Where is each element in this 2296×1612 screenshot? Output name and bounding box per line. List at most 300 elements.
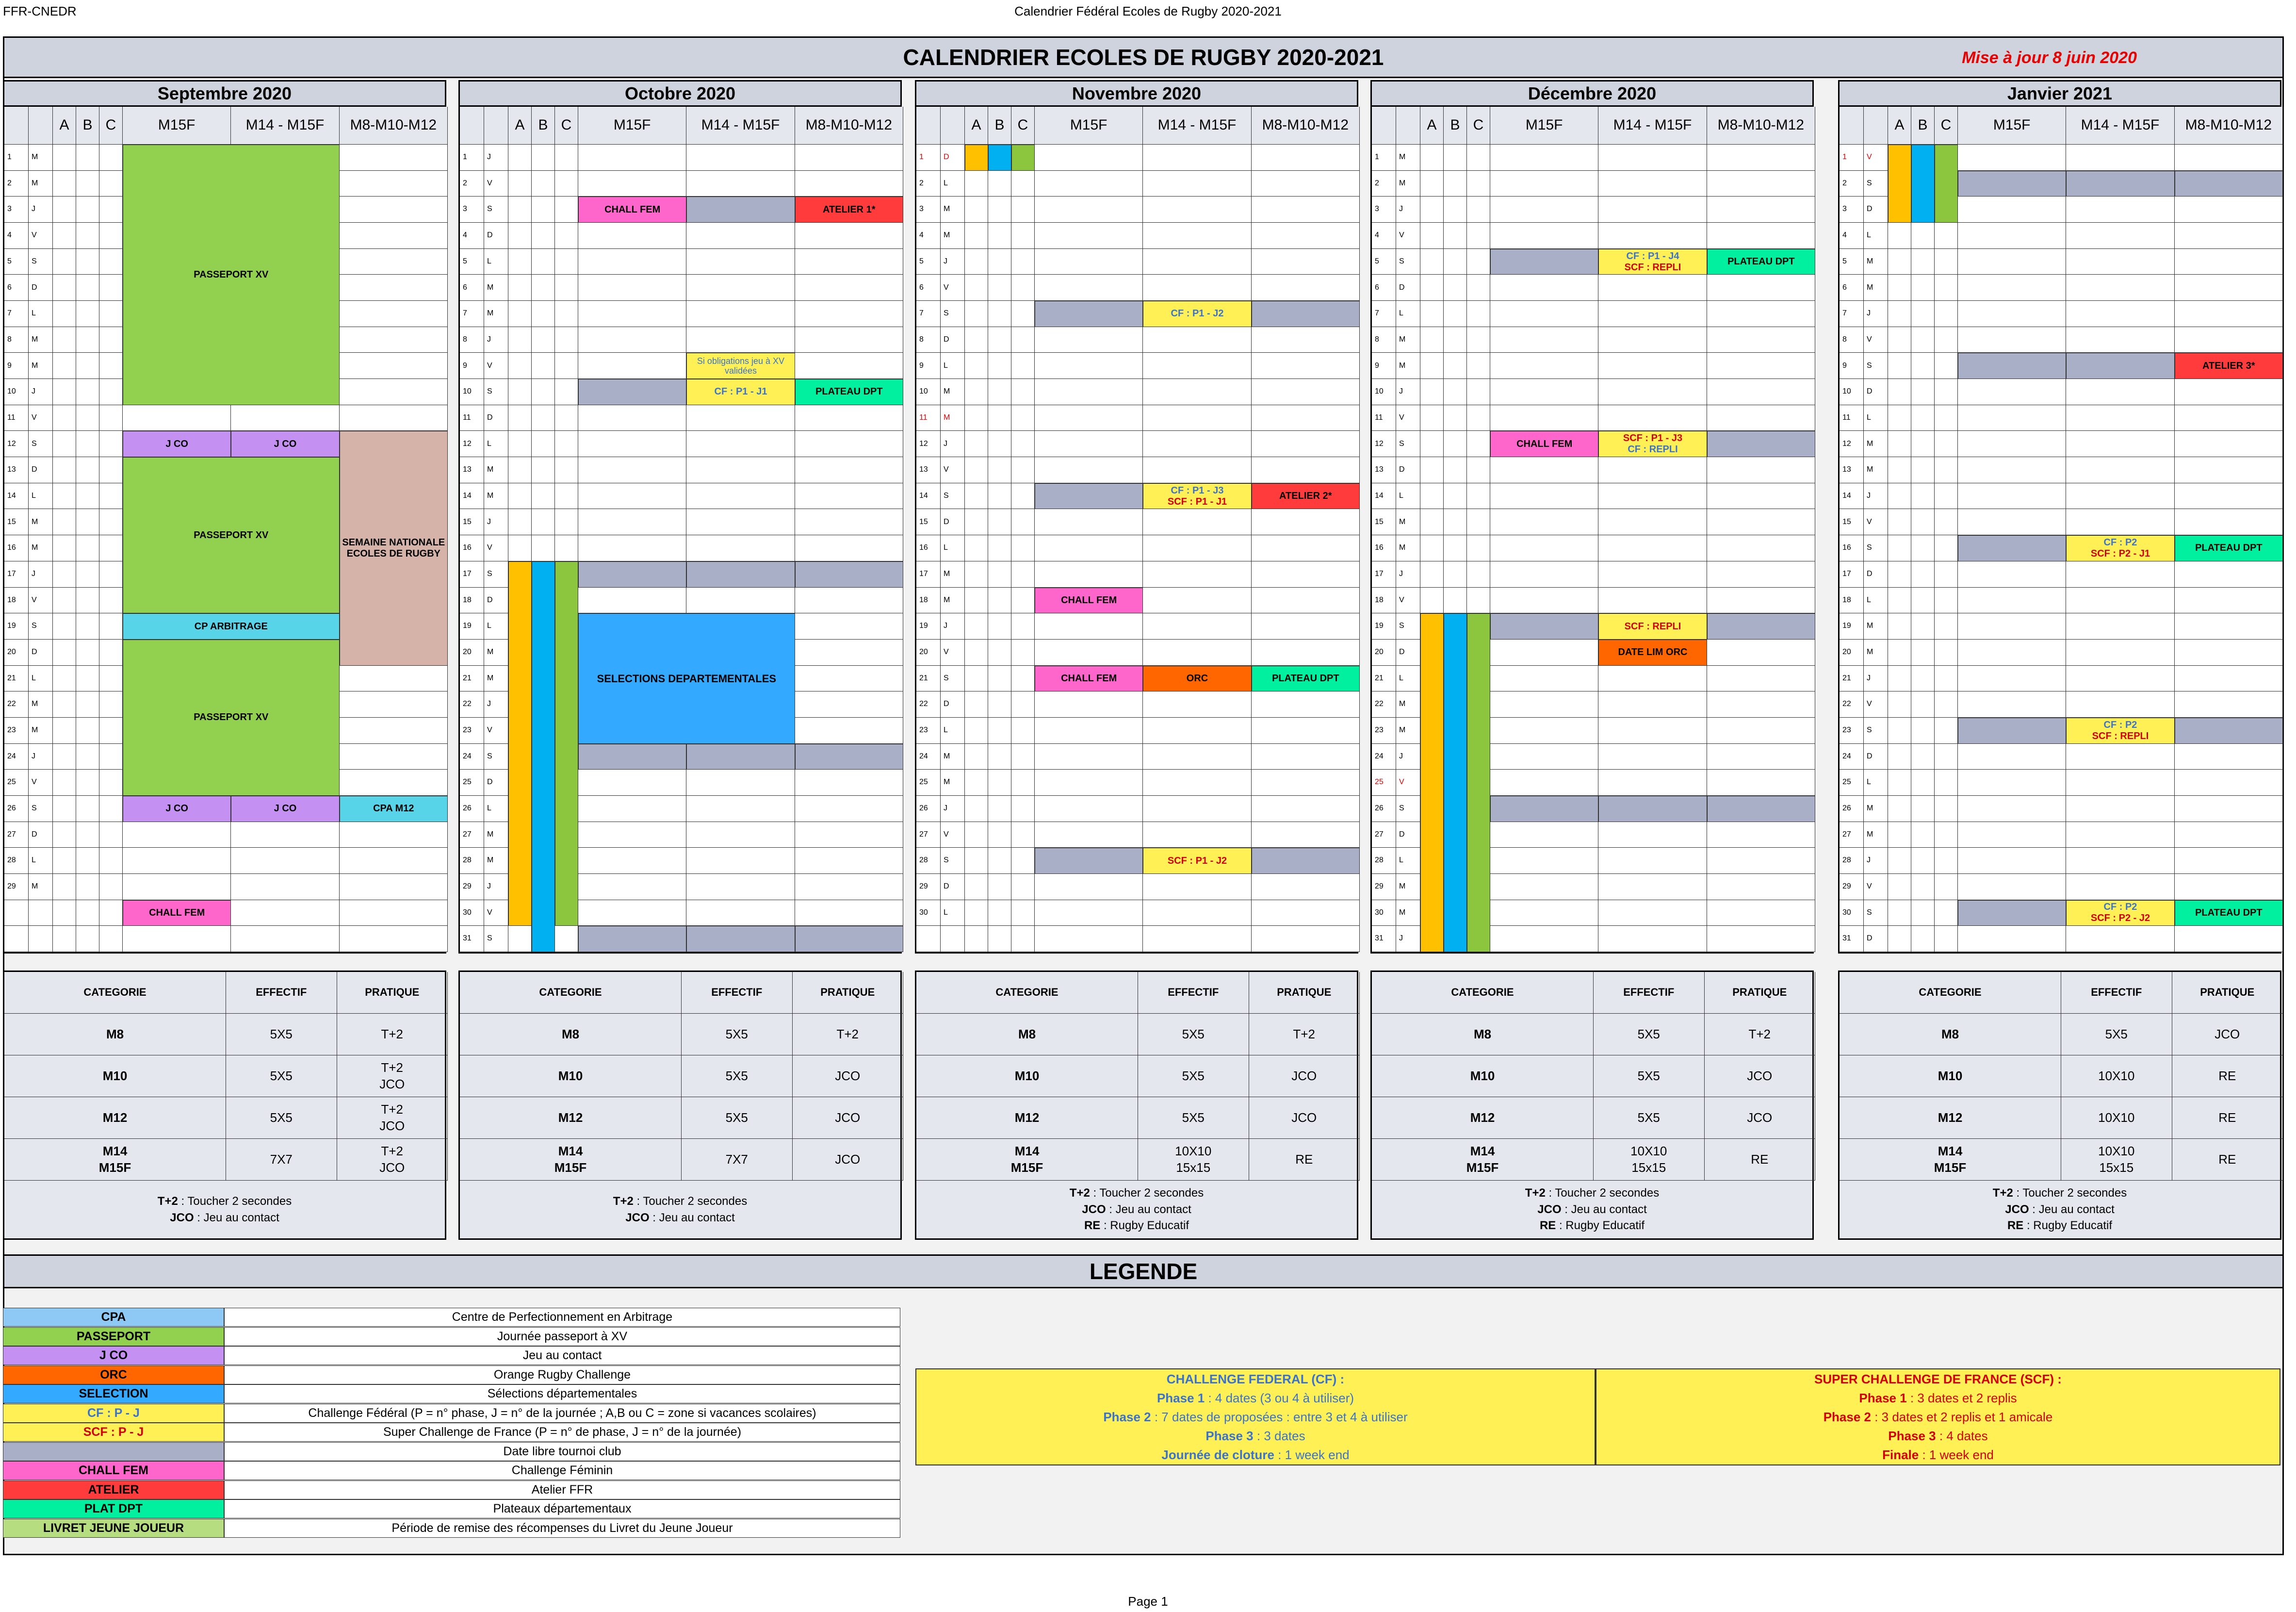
day-cell [123,405,231,431]
day-cell [1490,275,1598,301]
day-letter: M [1396,718,1420,744]
day-cell [1035,171,1143,197]
day-cell [2066,640,2174,666]
day-cell [1888,848,1911,874]
legend-key [3,1442,224,1461]
day-number: 19 [916,613,941,640]
day-cell [988,535,1011,561]
day-cell [988,379,1011,405]
day-cell [1598,535,1707,561]
day-number: 11 [1372,405,1396,431]
day-cell [123,874,231,900]
day-number: 28 [4,848,29,874]
day-cell [1011,223,1035,249]
day-number: 14 [1372,483,1396,510]
day-cell [988,197,1011,223]
legend-desc: Challenge Féminin [224,1461,900,1480]
event-block [1490,796,1598,822]
stats-cell [337,1055,448,1097]
header-left: FFR-CNEDR [3,4,77,18]
day-cell [2175,561,2283,588]
day-cell [965,640,988,666]
day-letter: D [1864,926,1888,952]
stats-notes [1840,1181,2280,1238]
day-letter: L [1396,301,1420,327]
day-number: 22 [4,691,29,718]
event-block [795,744,903,770]
legend-key: LIVRET JEUNE JOUEUR [3,1519,224,1538]
day-cell [53,405,76,431]
day-number: 21 [1840,666,1864,692]
day-cell [1958,796,2066,822]
day-number: 15 [4,509,29,535]
stats-value: 5X5 [1637,1068,1660,1083]
stats-cell [793,1139,904,1181]
day-cell [555,379,578,405]
day-number: 26 [916,796,941,822]
event-block [1035,666,1143,692]
day-number: 23 [1372,718,1396,744]
day-cell [1011,900,1035,926]
day-cell [1035,926,1143,952]
event-block [1011,145,1035,171]
stats-note: T+2 : Toucher 2 secondes [1992,1186,2127,1200]
day-cell [1143,691,1251,718]
day-cell [76,848,99,874]
day-cell [53,691,76,718]
day-cell [53,796,76,822]
day-cell [1490,640,1598,666]
stats-value: T+2 [381,1060,404,1075]
day-cell [1252,796,1360,822]
scf-box [1596,1368,2280,1465]
day-cell [1011,301,1035,327]
day-letter: D [941,691,965,718]
day-letter: V [484,718,508,744]
col-header: M15F [578,107,686,145]
day-number: 15 [1372,509,1396,535]
day-letter: L [941,171,965,197]
day-cell [1143,796,1251,822]
day-cell [1888,249,1911,275]
day-number: 5 [1372,249,1396,275]
day-cell [1035,822,1143,848]
stats-value: M8 [1018,1026,1036,1041]
day-cell [1011,457,1035,483]
day-cell [2066,457,2174,483]
day-number: 17 [916,561,941,588]
stats-value: M8 [1941,1026,1959,1041]
stats-value: 5X5 [1182,1068,1205,1083]
day-number: 12 [1840,431,1864,457]
day-number: 7 [1840,301,1864,327]
day-cell [1888,535,1911,561]
month-title: Décembre 2020 [1372,82,1812,107]
day-cell [965,223,988,249]
day-letter: M [1396,353,1420,379]
day-cell [1252,145,1360,171]
day-cell [231,874,339,900]
day-cell [2175,613,2283,640]
stats-header: CATEGORIE [460,972,682,1014]
stats-value: 7X7 [725,1151,748,1167]
day-cell [1420,457,1444,483]
day-cell [1444,457,1467,483]
day-cell [2175,249,2283,275]
day-cell [555,353,578,379]
day-cell [988,249,1011,275]
day-cell [555,483,578,510]
stats-value: 5X5 [2105,1026,2128,1041]
legend-desc: Challenge Fédéral (P = n° phase, J = n° de la journée ; A,B ou C = zone si vacances scolaires) [224,1404,900,1423]
day-letter: V [1396,588,1420,614]
month-1 [458,80,902,954]
day-cell [1490,874,1598,900]
day-letter: V [484,900,508,926]
day-letter: J [29,197,53,223]
day-cell [988,588,1011,614]
day-number: 6 [460,275,484,301]
stats-value: M15F [1010,1160,1043,1175]
day-number: 26 [1840,796,1864,822]
stats-value: T+2 [381,1026,404,1041]
stats-table-2 [915,970,1358,1240]
day-letter: M [1864,457,1888,483]
day-letter: S [1396,249,1420,275]
day-letter: J [29,744,53,770]
day-letter: D [484,588,508,614]
day-cell [1011,666,1035,692]
day-letter: L [941,535,965,561]
day-number: 18 [460,588,484,614]
day-cell [1011,640,1035,666]
event-label: CF : P1 - J4 [1626,250,1679,262]
day-cell [99,275,123,301]
day-cell [1143,327,1251,353]
event-block [795,926,903,952]
month-3 [1370,80,1814,954]
day-number: 23 [916,718,941,744]
day-number: 14 [460,483,484,510]
day-letter: V [484,535,508,561]
day-cell [340,744,448,770]
day-letter: M [29,145,53,171]
day-cell [1598,509,1707,535]
stats-value: RE [2218,1151,2236,1167]
day-cell [1958,691,2066,718]
day-cell [76,718,99,744]
day-cell [1143,822,1251,848]
day-cell [76,431,99,457]
day-cell [2175,822,2283,848]
day-cell [1707,509,1815,535]
col-header: M8-M10-M12 [1707,107,1815,145]
day-number [4,926,29,952]
event-block [1707,249,1815,275]
event-label: CF : P1 - J2 [1171,308,1224,319]
day-cell [795,483,903,510]
day-letter: S [1396,431,1420,457]
day-cell [1011,744,1035,770]
day-cell [1707,223,1815,249]
day-cell [1420,275,1444,301]
day-cell [1958,275,2066,301]
day-cell [1490,561,1598,588]
day-cell [2066,301,2174,327]
stats-note: JCO : Jeu au contact [1537,1202,1647,1216]
day-cell [1035,640,1143,666]
day-cell [76,874,99,900]
day-cell [1707,171,1815,197]
day-cell [1467,171,1490,197]
event-block [1888,145,1911,223]
day-cell [795,431,903,457]
day-cell [1035,900,1143,926]
day-cell [795,900,903,926]
day-cell [532,301,555,327]
day-cell [1598,848,1707,874]
day-cell [686,509,795,535]
day-letter: V [1864,509,1888,535]
box-line: Phase 3 : 4 dates [1888,1428,1988,1443]
day-cell [1707,848,1815,874]
day-letter: S [1864,171,1888,197]
day-cell [99,223,123,249]
stats-note: T+2 : Toucher 2 secondes [157,1194,292,1208]
day-cell [1707,483,1815,510]
day-cell [1911,431,1935,457]
day-letter: D [484,405,508,431]
day-cell [1598,691,1707,718]
day-cell [99,301,123,327]
day-cell [340,900,448,926]
col-header: M15F [1035,107,1143,145]
day-letter: D [1864,561,1888,588]
day-letter: M [1864,613,1888,640]
day-number: 30 [916,900,941,926]
day-letter: S [941,666,965,692]
day-cell [1888,509,1911,535]
stats-notes [916,1181,1357,1238]
day-cell [1143,744,1251,770]
day-cell [508,509,532,535]
day-cell [2175,301,2283,327]
day-cell [1444,588,1467,614]
day-cell [1143,640,1251,666]
day-number: 4 [460,223,484,249]
day-cell [2066,744,2174,770]
day-cell [555,145,578,171]
event-block [2066,718,2174,744]
day-cell [1935,223,1958,249]
col-header-blank [916,107,941,145]
day-cell [1252,275,1360,301]
day-letter: L [484,613,508,640]
event-block [2175,535,2283,561]
stats-value: JCO [379,1160,405,1175]
day-cell [1911,666,1935,692]
day-cell [99,666,123,692]
day-cell [1958,770,2066,796]
stats-value: M12 [558,1110,583,1125]
day-cell [1707,770,1815,796]
day-cell [1252,718,1360,744]
day-cell [795,249,903,275]
day-cell [965,744,988,770]
day-cell [2066,613,2174,640]
day-cell [340,848,448,874]
day-letter: J [941,431,965,457]
day-cell [99,353,123,379]
day-cell [1911,379,1935,405]
day-cell [1598,197,1707,223]
day-cell [1035,327,1143,353]
stats-cell [1138,1014,1249,1055]
day-cell [1707,197,1815,223]
day-cell [578,249,686,275]
stats-cell [226,1055,337,1097]
stats-value: T+2 [1748,1026,1771,1041]
day-cell [1467,353,1490,379]
day-cell [1011,561,1035,588]
day-letter: M [29,718,53,744]
day-number: 10 [1372,379,1396,405]
day-number: 27 [460,822,484,848]
day-cell [76,900,99,926]
day-cell [578,874,686,900]
day-cell [1707,353,1815,379]
day-number: 4 [1372,223,1396,249]
day-cell [1911,718,1935,744]
day-number: 23 [460,718,484,744]
month-title: Octobre 2020 [460,82,900,107]
stats-cell [2172,1055,2283,1097]
day-cell [686,171,795,197]
day-cell [1935,666,1958,692]
event-label: PLATEAU DPT [1272,673,1339,684]
stats-cell [4,1014,226,1055]
day-cell [1444,145,1467,171]
day-cell [686,275,795,301]
day-cell [1598,770,1707,796]
day-cell [1911,483,1935,510]
col-header: M14 - M15F [2066,107,2174,145]
day-cell [1958,405,2066,431]
day-cell [99,744,123,770]
day-letter: S [29,613,53,640]
day-number: 17 [4,561,29,588]
stats-cell [1705,1097,1816,1139]
day-cell [795,770,903,796]
day-number: 5 [916,249,941,275]
day-cell [1252,223,1360,249]
day-cell [965,405,988,431]
day-number: 18 [4,588,29,614]
stats-value: RE [2218,1068,2236,1083]
day-cell [1420,561,1444,588]
stats-cell [2061,1055,2172,1097]
stats-value: M10 [102,1068,128,1083]
day-cell [99,718,123,744]
event-block [1598,613,1707,640]
day-number: 9 [4,353,29,379]
day-cell [1958,666,2066,692]
day-cell [988,301,1011,327]
day-number: 29 [916,874,941,900]
day-cell [1444,509,1467,535]
day-cell [99,379,123,405]
day-cell [53,640,76,666]
day-number: 31 [1372,926,1396,952]
day-cell [1420,353,1444,379]
col-header-blank [1864,107,1888,145]
event-block [578,744,686,770]
stats-value: M8 [1473,1026,1492,1041]
stats-cell [1249,1097,1360,1139]
day-cell [53,926,76,952]
day-cell [340,926,448,952]
day-cell [1935,926,1958,952]
day-cell [1707,822,1815,848]
stats-header: EFFECTIF [682,972,793,1014]
stats-cell [1249,1055,1360,1097]
day-cell [1888,691,1911,718]
day-letter: D [1396,640,1420,666]
day-cell [1598,900,1707,926]
event-block [1035,483,1143,510]
day-cell [1467,561,1490,588]
day-cell [1888,666,1911,692]
day-cell [231,405,339,431]
day-cell [508,926,532,952]
day-cell [2175,457,2283,483]
day-cell [988,874,1011,900]
day-cell [795,223,903,249]
day-number: 10 [460,379,484,405]
event-block [686,744,795,770]
day-cell [965,822,988,848]
day-cell [965,275,988,301]
day-cell [532,431,555,457]
day-cell [1467,223,1490,249]
day-number: 16 [1840,535,1864,561]
day-number: 2 [1840,171,1864,197]
day-cell [1911,457,1935,483]
day-cell [1490,405,1598,431]
event-label: CF : P2 [2103,719,2137,730]
event-block [686,353,795,379]
day-cell [76,171,99,197]
day-cell [340,874,448,900]
day-cell [1143,249,1251,275]
day-cell [988,796,1011,822]
event-label-2: SCF : P2 - J2 [2090,913,2150,924]
stats-value: 10X10 [2098,1110,2135,1125]
stats-value: M14 [1014,1143,1040,1158]
day-cell [1707,900,1815,926]
day-number: 10 [916,379,941,405]
day-number: 20 [4,640,29,666]
day-cell [1467,588,1490,614]
day-number: 21 [1372,666,1396,692]
day-cell [1935,613,1958,640]
day-cell [76,301,99,327]
stats-value: RE [1751,1151,1769,1167]
day-letter: S [29,431,53,457]
day-cell [1035,145,1143,171]
day-number: 13 [460,457,484,483]
day-cell [532,171,555,197]
